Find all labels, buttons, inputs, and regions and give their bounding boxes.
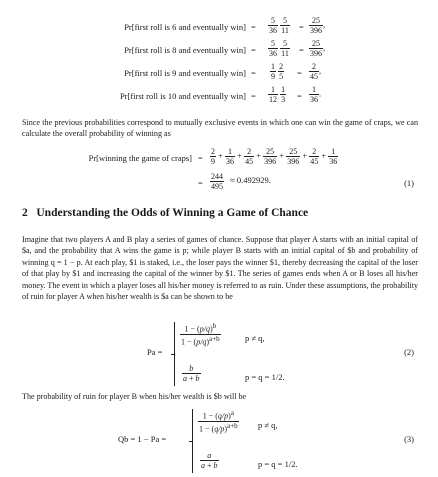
win-equation: [0, 145, 438, 171]
roll-10-product: $\frac{1}{12}$ $\frac{1}{3}$: [269, 85, 286, 104]
qb-case1-condition: p ≠ q,: [258, 420, 278, 430]
pa-brace: [174, 322, 175, 386]
roll-line-9: [0, 62, 438, 84]
equals-sign: =: [251, 22, 256, 32]
roll-6-lhs: Pr[first roll is 6 and eventually win]: [124, 22, 246, 32]
qb-case1-expression: $\frac{1 - (q/p)^a}{1 - (q/p)^{a+b}}$: [199, 409, 238, 434]
pa-case1-condition: p ≠ q,: [245, 333, 265, 343]
equals-sign: =: [299, 45, 304, 55]
equals-sign: =: [297, 91, 302, 101]
win-term: $\frac{1}{36}$: [329, 147, 338, 166]
equation-number-1: (1): [404, 178, 414, 188]
roll-6-result: $\frac{25}{396}$ ,: [310, 16, 326, 35]
roll-line-10: [0, 85, 438, 107]
pa-case2-condition: p = q = 1/2.: [245, 372, 285, 382]
roll-8-lhs: Pr[first roll is 8 and eventually win]: [124, 45, 246, 55]
qb-equation: [0, 405, 438, 475]
equals-sign: =: [198, 153, 203, 163]
equals-sign: =: [299, 22, 304, 32]
win-term: $\frac{2}{45}$: [310, 147, 319, 166]
qb-lhs: Qb = 1 − Pa =: [118, 434, 167, 444]
win-term: $\frac{2}{45}$: [245, 147, 254, 166]
roll-line-8: [0, 39, 438, 61]
qb-case2-expression: $\frac{a}{a + b}$: [201, 451, 218, 470]
equals-sign: =: [297, 68, 302, 78]
win-term: $\frac{2}{9}$: [211, 147, 215, 166]
equals-sign: =: [198, 178, 203, 188]
since-paragraph: Since the previous probabilities correspond to mutually exclusive events in which one can win the game of craps, we can calculate the overall probability of winning as: [22, 118, 418, 139]
ruin-b-sentence: The probability of ruin for player B when his/her wealth is $b will be: [22, 392, 247, 401]
win-term: $\frac{1}{36}$: [226, 147, 235, 166]
pa-lhs: Pa =: [147, 347, 163, 357]
equals-sign: =: [251, 68, 256, 78]
roll-9-product: $\frac{1}{9}$ $\frac{2}{5}$: [271, 62, 284, 81]
win-result: $\frac{244}{495}$ ≈ 0.492929.: [211, 172, 271, 191]
equation-number-2: (2): [404, 347, 414, 357]
section-number: 2: [22, 207, 28, 219]
section-title: Understanding the Odds of Winning a Game of Chance: [36, 207, 309, 219]
roll-6-product: $\frac{5}{36}$ $\frac{5}{11}$: [269, 16, 289, 35]
equation-number-3: (3): [404, 434, 414, 444]
section-heading: [22, 207, 308, 219]
roll-8-product: $\frac{5}{36}$ $\frac{5}{11}$: [269, 39, 289, 58]
roll-line-6: [0, 16, 438, 38]
equals-sign: =: [251, 91, 256, 101]
pa-case1-expression: $\frac{1 - (p/q)^b}{1 - (p/q)^{a+b}}$: [181, 322, 220, 347]
win-lhs: Pr[winning the game of craps]: [88, 153, 192, 163]
roll-8-result: $\frac{25}{396}$ ,: [310, 39, 326, 58]
qb-brace: [192, 409, 193, 473]
equals-sign: =: [251, 45, 256, 55]
players-paragraph: Imagine that two players A and B play a series of games of chance. Suppose that player A starts with an initial capital of $a, and the probability that A wins the game is p; while player B starts with an initial capital of $b and probability of winning q = 1 − p. At each play, $1 is staked, i.e., the loser pays the winner $1, thereby decreasing the capital of the loser of that play by $1 and increasing the capital of the winner by $1. The series of games ends when A or B loses all his/her money. The event in which a player loses all his/her money is referred to as ruin. Under these assumptions, the probability of ruin for player A when his/her wealth is $a can be shown to be: [22, 235, 418, 302]
win-result-line: [0, 170, 438, 196]
roll-10-result: $\frac{1}{36}$ .: [310, 85, 322, 104]
pa-case2-expression: $\frac{b}{a + b}$: [183, 364, 200, 383]
roll-10-lhs: Pr[first roll is 10 and eventually win]: [119, 91, 246, 101]
win-sum: $\frac{2}{9}$ + $\frac{1}{36}$ + $\frac{2}{45}$ + $\frac{25}{396}$ + $\frac{25}{396}$ + $\frac{2}{45}$ + $\frac{1}{36}$: [211, 147, 338, 166]
qb-case2-condition: p = q = 1/2.: [258, 459, 298, 469]
roll-9-result: $\frac{2}{45}$ ,: [310, 62, 322, 81]
win-term: $\frac{25}{396}$: [287, 147, 300, 166]
pa-equation: [0, 320, 438, 390]
win-term: $\frac{25}{396}$: [264, 147, 277, 166]
roll-9-lhs: Pr[first roll is 9 and eventually win]: [124, 68, 246, 78]
